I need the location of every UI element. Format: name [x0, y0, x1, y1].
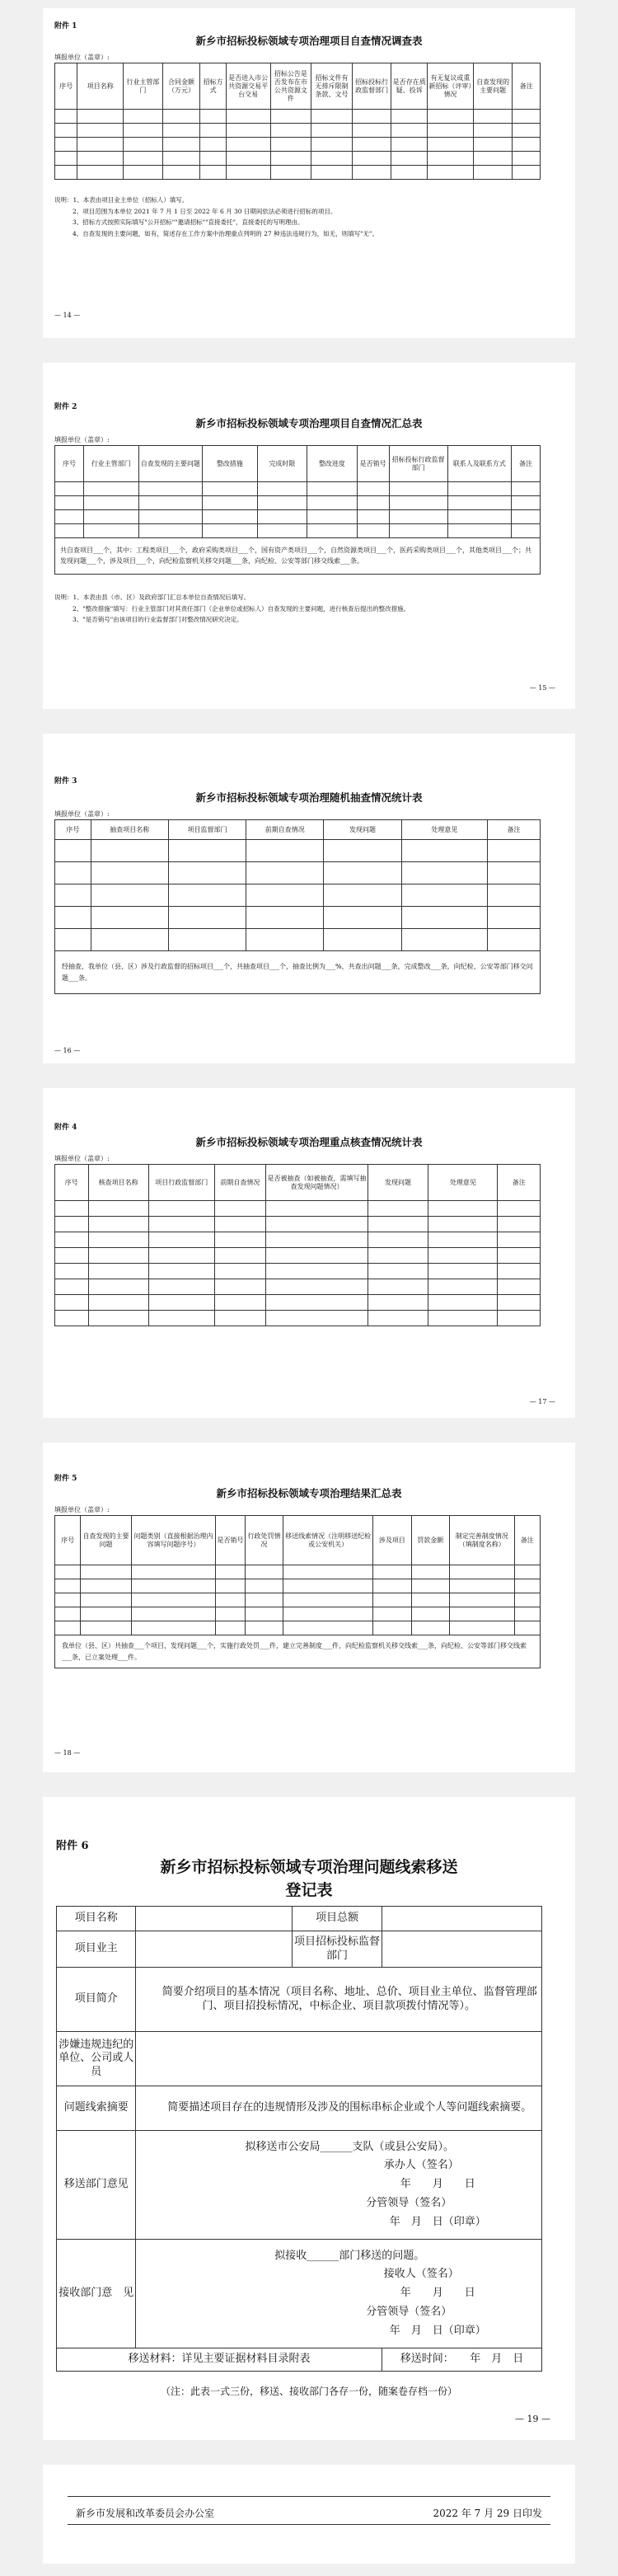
col-header: 序号: [55, 446, 84, 482]
col-header: 合同金额（万元）: [162, 63, 200, 110]
col-header: 行业主管部门: [83, 446, 138, 482]
page-number: — 14 —: [54, 312, 81, 319]
col-header: 项目名称: [77, 63, 124, 110]
send-line3: 分管领导（签名）: [366, 2196, 452, 2209]
annex-label: 附件 6: [56, 1840, 89, 1852]
col-header: 整改措施: [203, 446, 258, 482]
materials-text: 移送材料：详见主要证据材料目录附表: [57, 2348, 382, 2372]
spot-check-table: [54, 819, 541, 994]
note-line: 说明：1、本表由项目业主单位（招标人）填写。: [54, 196, 189, 204]
unit-label: 填报单位（盖章）:: [54, 436, 110, 443]
send-date2: 年 月 日（印章）: [389, 2215, 486, 2228]
col-header: 自查发现的主要问题: [138, 446, 202, 482]
col-header: 备注: [511, 446, 540, 482]
col-header: 核查项目名称: [88, 1165, 148, 1201]
col-header: 发现问题: [324, 820, 401, 840]
page-number: — 17 —: [529, 1398, 555, 1405]
recv-line3: 分管领导（签名）: [366, 2305, 452, 2318]
col-header: 移送线索情况（注明移送纪检或公安机关）: [283, 1516, 373, 1565]
col-header: 自查发现的主要问题: [473, 63, 513, 110]
col-header: 自查发现的主要问题: [81, 1516, 131, 1565]
col-header: 罚款金额: [411, 1516, 449, 1565]
col-header: 备注: [514, 1516, 540, 1565]
col-header: 有无复议或重新招标（评审）情况: [428, 63, 474, 110]
annex-label: 附件 4: [54, 1124, 77, 1132]
page-number: — 15 —: [529, 684, 555, 692]
col-header: 招标投标行政监督部门: [352, 63, 391, 110]
note-line: 2、项目范围为本单位 2021 年 7 月 1 日至 2022 年 6 月 30 日期间依法必须进行招标的项目。: [73, 207, 337, 215]
transfer-table: [56, 1906, 542, 2372]
col-header: 涉及项目: [373, 1516, 411, 1565]
print-footer-page: [43, 2465, 575, 2564]
col-header: 处理意见: [401, 820, 487, 840]
col-header: 项目监督部门: [168, 820, 246, 840]
send-date1: 年 月 日: [400, 2178, 475, 2191]
unit-label: 填报单位（盖章）:: [54, 1155, 110, 1162]
page-title: 新乡市招标投标领域专项治理重点核查情况统计表: [195, 1136, 423, 1148]
summary-text: 经抽查，我单位（县、区）涉及行政监督的招标项目___个，共抽查项目___个，抽查比例为___%，共查出问题___条，完成整改___条，向纪检、公安等部门移交问题___条。: [55, 951, 541, 994]
note-line: 3、"是否销号"由该项目的行业监督部门对整改情况研究决定。: [73, 616, 243, 623]
units-value[interactable]: [136, 2032, 542, 2086]
intro-label: 项目简介: [57, 1968, 136, 2032]
page-annex-5: [43, 1443, 575, 1772]
issuing-office: 新乡市发展和改革委员会办公室: [76, 2508, 215, 2519]
note-line: 说明：1、本表由县（市、区）及政府部门汇总本单位自查情况后填写。: [54, 594, 250, 601]
page-title: 新乡市招标投标领域专项治理项目自查情况调查表: [195, 35, 423, 47]
result-table: [54, 1515, 541, 1668]
col-header: 备注: [488, 820, 541, 840]
col-header: 是否销号: [216, 1516, 246, 1565]
annex-label: 附件 3: [54, 777, 77, 786]
recv-date2: 年 月 日（印章）: [389, 2324, 486, 2337]
summary-text: 共自查项目___个，其中：工程类项目___个，政府采购类项目___个，国有资产类项目___个，自然资源类项目___个，医药采购类项目___个，其他类项目___个；共发现问题___个，涉及项目___个，向纪检监察机关移交问题___条，向纪检、公安等部门移交线索___条。: [55, 538, 541, 575]
key-check-table: [54, 1164, 541, 1326]
col-header: 招标文件有无排斥限制条款、文号: [311, 63, 353, 110]
col-header: 整改进度: [307, 446, 357, 482]
col-header: 序号: [55, 1516, 81, 1565]
col-header: 是否进入市公共资源交易平台交易: [226, 63, 270, 110]
page-title: 新乡市招标投标领域专项治理项目自查情况汇总表: [195, 417, 423, 429]
col-header: 序号: [55, 1165, 89, 1201]
send-opinion: [136, 2131, 542, 2240]
col-header: 发现问题: [368, 1165, 428, 1201]
owner-value[interactable]: [136, 1931, 293, 1968]
unit-label: 填报单位（盖章）:: [54, 1506, 110, 1513]
summary-table: [54, 445, 541, 575]
col-header: 前期自查情况: [214, 1165, 265, 1201]
page-annex-1: [43, 8, 575, 338]
recv-line2: 接收人（签名）: [383, 2268, 459, 2281]
print-date: 2022 年 7 月 29 日印发: [433, 2508, 542, 2519]
page-annex-3: [43, 734, 575, 1063]
table-note: （注：此表一式三份，移送、接收部门各存一份，随案卷存档一份）: [160, 2386, 457, 2397]
note-line: 3、招标方式按照实际填写"公开招标""邀请招标""直接委托"，直接委托的写明理由。: [73, 218, 304, 226]
recv-opinion: [136, 2240, 542, 2348]
problem-text: 简要描述项目存在的违规情形及涉及的围标串标企业或个人等问题线索摘要。: [136, 2086, 542, 2131]
col-header: 序号: [55, 820, 91, 840]
intro-text: 简要介绍项目的基本情况（项目名称、地址、总价、项目业主单位、监督管理部门、项目招投标情况，中标企业、项目款项拨付情况等）。: [136, 1968, 542, 2032]
project-name-value[interactable]: [136, 1907, 293, 1931]
send-time: 移送时间： 年 月 日: [382, 2348, 542, 2372]
send-label: 移送部门意见: [57, 2131, 136, 2240]
page-number: — 19 —: [515, 2414, 550, 2424]
page-annex-6: [43, 1797, 575, 2440]
page-title-line2: 登记表: [285, 1881, 333, 1899]
annex-label: 附件 1: [54, 22, 77, 30]
send-line2: 承办人（签名）: [383, 2159, 459, 2172]
note-line: 2、"整改措施"填写：行业主管部门对其责任部门（企业单位或招标人）自查发现的主要问题，进行核查后提出的整改措施。: [73, 604, 410, 612]
project-total-label: 项目总额: [293, 1907, 382, 1931]
col-header: 招标公告是否发布在市公共资源文件: [270, 63, 311, 110]
unit-label: 填报单位（盖章）:: [54, 810, 110, 818]
page-number: — 16 —: [54, 1047, 81, 1054]
notes: [54, 592, 541, 626]
page-title: 新乡市招标投标领域专项治理问题线索移送: [160, 1858, 458, 1876]
note-line: 4、自查发现的主要问题，如有，简述存在工作方案中治理重点列明的 27 种违法违规行为，如无，则填写"无"。: [73, 229, 378, 237]
supervisor-label: 项目招标投标监督部门: [293, 1931, 382, 1968]
problem-label: 问题线索摘要: [57, 2086, 136, 2131]
col-header: 行业主管部门: [124, 63, 163, 110]
owner-label: 项目业主: [57, 1931, 136, 1968]
project-total-value[interactable]: [382, 1907, 542, 1931]
col-header: 完成时限: [257, 446, 307, 482]
col-header: 问题类别（直接根据治理内容填写问题序号）: [131, 1516, 215, 1565]
units-label: 涉嫌违规违纪的单位、公司或人员: [57, 2032, 136, 2086]
col-header: 是否存在质疑、投诉: [391, 63, 428, 110]
page-title: 新乡市招标投标领域专项治理结果汇总表: [216, 1487, 402, 1499]
col-header: 是否被抽查（如被抽查，需填写抽查发现问题情况）: [266, 1165, 368, 1201]
recv-line1: 拟接收______部门移送的问题。: [274, 2249, 425, 2262]
col-header: 招标方式: [200, 63, 226, 110]
page-title: 新乡市招标投标领域专项治理随机抽查情况统计表: [195, 791, 423, 804]
recv-date1: 年 月 日: [400, 2287, 475, 2300]
annex-label: 附件 2: [54, 403, 77, 411]
summary-text: 我单位（县、区）共抽查___个项目，发现问题___个，实施行政处罚___件，建立完善制度___件，向纪检监察机关移交线索___条，向纪检、公安等部门移交线索___条，已立案处理___件。: [55, 1635, 541, 1668]
col-header: 前期自查情况: [246, 820, 324, 840]
col-header: 联系人及联系方式: [447, 446, 511, 482]
col-header: 序号: [55, 63, 77, 110]
col-header: 抽查项目名称: [91, 820, 168, 840]
divider: [68, 2524, 550, 2525]
divider: [68, 2496, 550, 2497]
supervisor-value[interactable]: [382, 1931, 542, 1968]
col-header: 项目行政监督部门: [148, 1165, 214, 1201]
col-header: 制定完善制度情况（填制度名称）: [449, 1516, 514, 1565]
col-header: 招标投标行政监督部门: [389, 446, 447, 482]
recv-label: 接收部门意 见: [57, 2240, 136, 2348]
notes: [54, 195, 541, 239]
send-line1: 拟移送市公安局______支队（或县公安局）。: [245, 2140, 454, 2153]
page-annex-4: [43, 1088, 575, 1418]
col-header: 备注: [513, 63, 541, 110]
survey-table: [54, 63, 541, 180]
col-header: 行政处罚情况: [245, 1516, 283, 1565]
col-header: 处理意见: [428, 1165, 498, 1201]
col-header: 备注: [498, 1165, 541, 1201]
annex-label: 附件 5: [54, 1475, 77, 1483]
project-name-label: 项目名称: [57, 1907, 136, 1931]
page-annex-2: [43, 363, 575, 709]
page-number: — 18 —: [54, 1749, 81, 1757]
col-header: 是否销号: [357, 446, 389, 482]
unit-label: 填报单位（盖章）:: [54, 54, 110, 61]
